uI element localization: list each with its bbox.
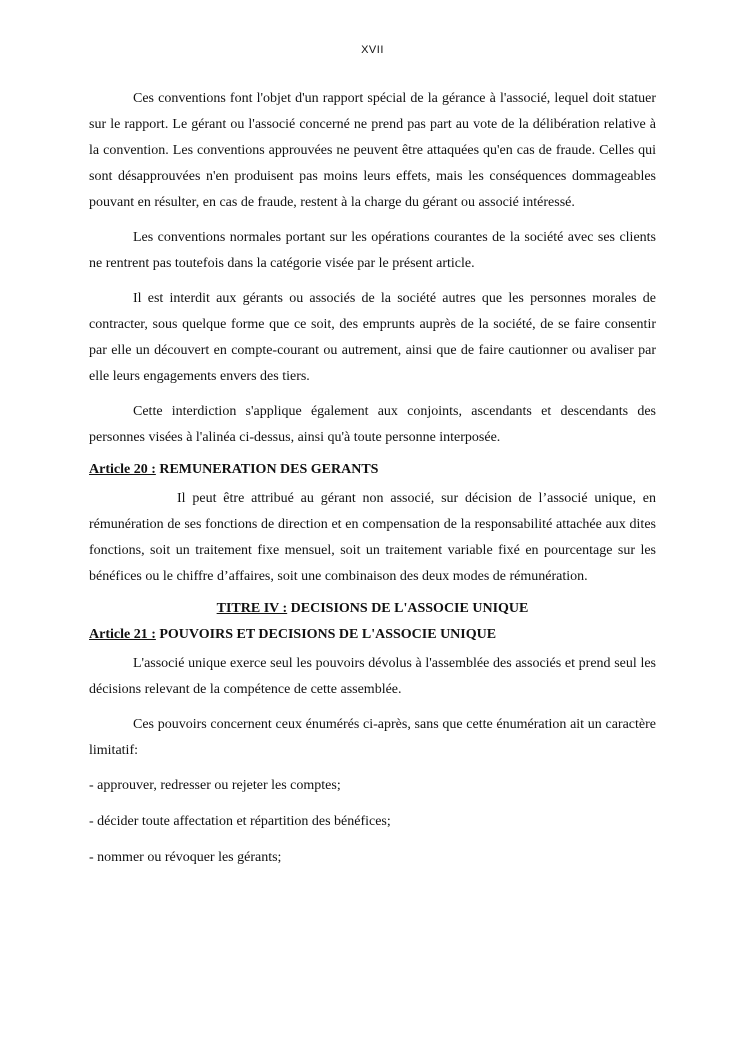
titre-4-heading [89,599,656,619]
titre-4-label: TITRE IV : [216,601,288,616]
article-21-heading [89,625,656,645]
article-20-label: Article 20 : [89,462,156,477]
article-21-label: Article 21 : [89,627,156,642]
list-item-profit-allocation: - décider toute affectation et répartition des bénéfices; [89,814,391,829]
document-body [89,86,656,881]
article-21-paragraph-enumeration: Ces pouvoirs concernent ceux énumérés ci-après, sans que cette énumération ait un caractère limitatif: [89,717,656,758]
titre-4-title: DECISIONS DE L'ASSOCIE UNIQUE [287,601,529,616]
list-item-appoint-managers: - nommer ou révoquer les gérants; [89,850,282,865]
article-21-title: POUVOIRS ET DECISIONS DE L'ASSOCIE UNIQUE [155,627,497,642]
paragraph-conventions-report: Ces conventions font l'objet d'un rapport spécial de la gérance à l'associé, lequel doit statuer sur le rapport. Le gérant ou l'associé concerné ne prend pas part au vote de la délibération relative à la convention. Les conventions approuvées ne peuvent être attaquées qu'en cas de fraude. Celles qui sont désapprouvées n'en produisent pas moins leurs effets, mais les conséquences dommageables pouvant en résulter, en cas de fraude, restent à la charge du gérant ou associé intéressé. [89,91,656,210]
article-21-paragraph-powers: L'associé unique exerce seul les pouvoirs dévolus à l'assemblée des associés et prend seul les décisions relevant de la compétence de cette assemblée. [89,656,656,697]
paragraph-loan-prohibition: Il est interdit aux gérants ou associés de la société autres que les personnes morales de contracter, sous quelque forme que ce soit, des emprunts auprès de la société, de se faire consentir par elle un découvert en compte-courant ou autrement, ainsi que de faire cautionner ou avaliser par elle leurs engagements envers des tiers. [89,291,656,384]
paragraph-normal-conventions: Les conventions normales portant sur les opérations courantes de la société avec ses clients ne rentrent pas toutefois dans la catégorie visée par le présent article. [89,230,656,271]
article-20-heading [89,460,656,480]
article-20-body: Il peut être attribué au gérant non associé, sur décision de l’associé unique, en rémunération de ses fonctions de direction et en compensation de la responsabilité attachée aux dites fonctions, soit un traitement fixe mensuel, soit un traitement variable fixé en pourcentage sur les bénéfices ou le chiffre d’affaires, soit une combinaison des deux modes de rémunération. [89,491,656,584]
list-item-approve-accounts: - approuver, redresser ou rejeter les comptes; [89,778,341,793]
article-20-title: REMUNERATION DES GERANTS [155,462,379,477]
paragraph-prohibition-scope: Cette interdiction s'applique également aux conjoints, ascendants et descendants des personnes visées à l'alinéa ci-dessus, ainsi qu'à toute personne interposée. [89,404,656,445]
page-number: XVII [361,44,384,56]
